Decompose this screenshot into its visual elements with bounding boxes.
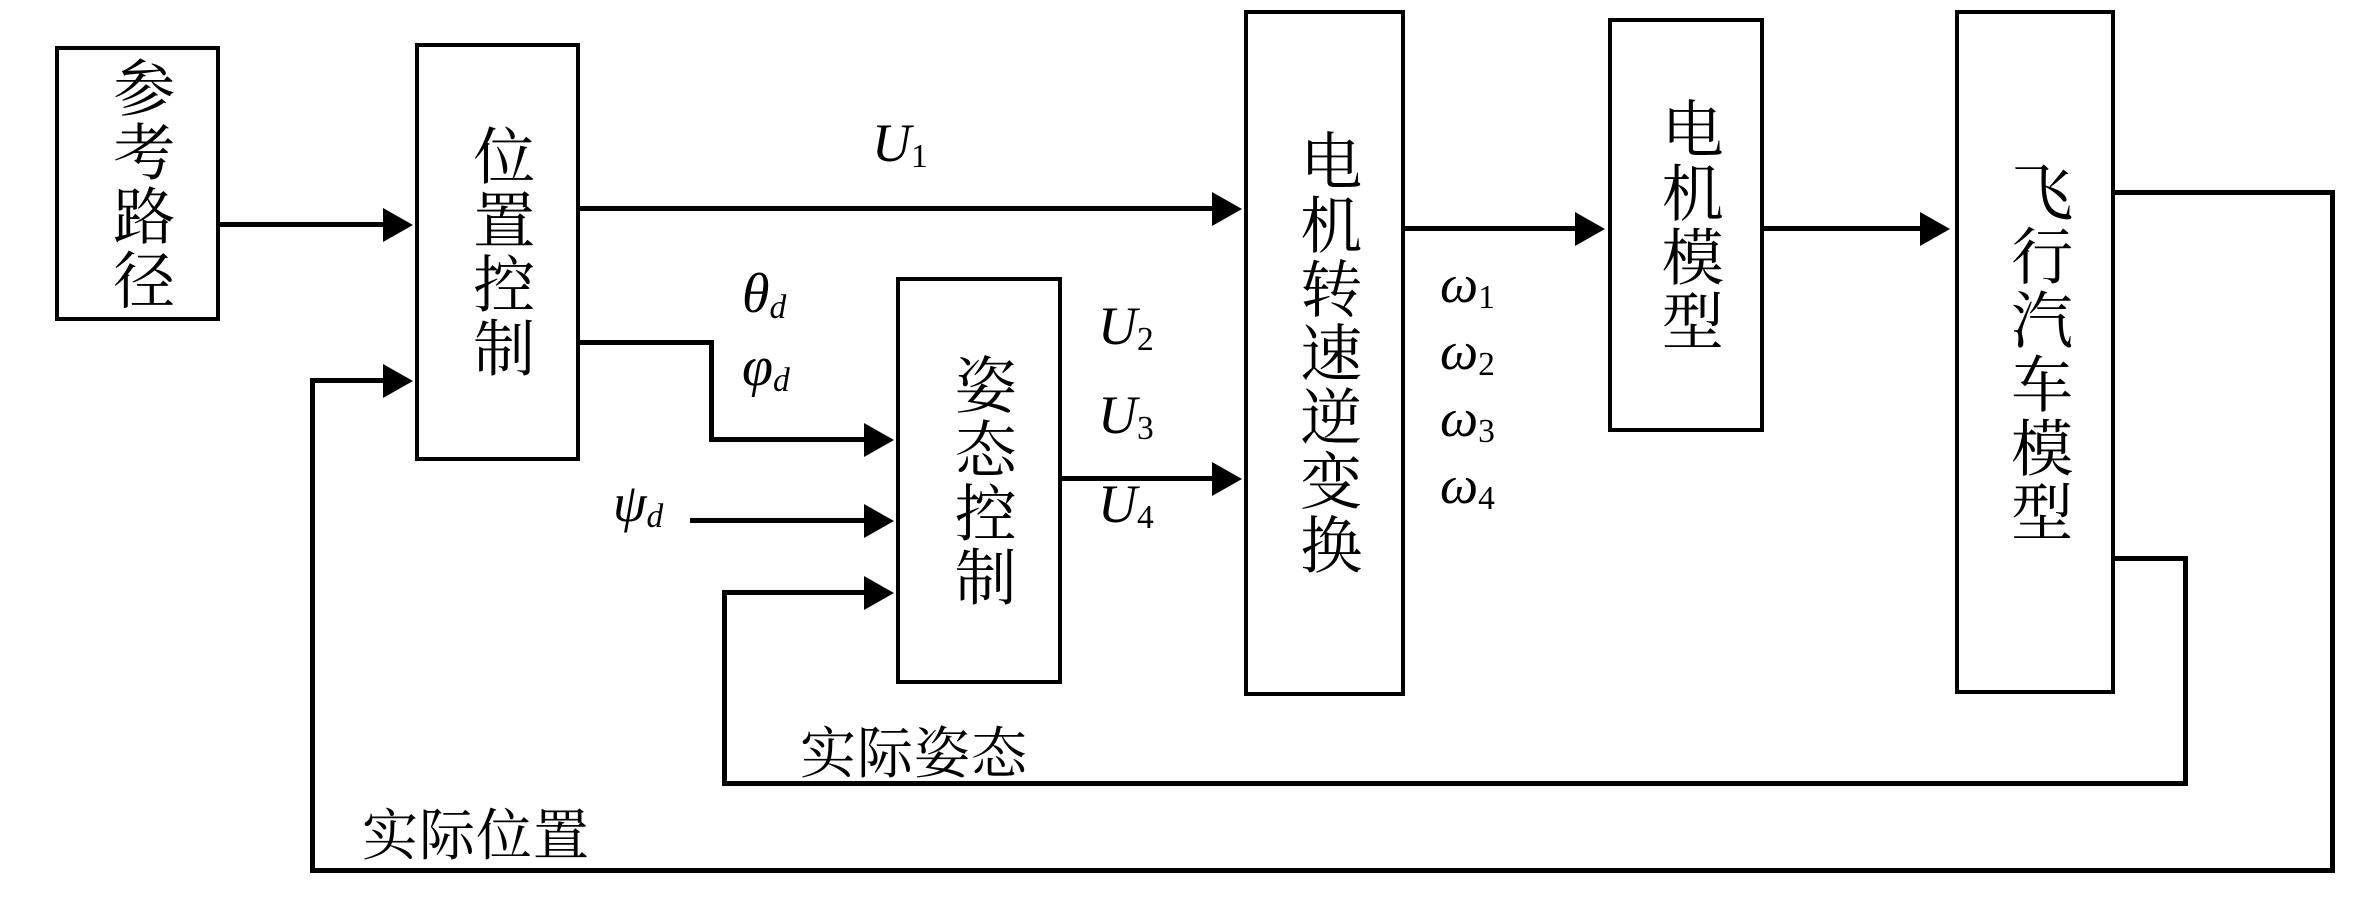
block-flying-car-model-label: 飞行汽车模型 [2001,160,2070,544]
arrowhead-attitude-feedback [864,576,894,610]
block-motor-model [1608,18,1764,432]
label-actual-attitude: 实际姿态 [800,724,1028,786]
arrowhead-thetaphi [864,423,894,457]
block-motor-speed-inverse-label: 电机转速逆变换 [1290,129,1359,577]
wire-position-feedback-right [2330,190,2335,873]
signal-label-omega2: $\omega_2$ [1440,320,1495,383]
wire-thetaphi-seg2 [709,340,714,442]
block-reference-path [55,46,220,321]
signal-label-u4: $U_4$ [1098,474,1154,537]
arrowhead-reference-to-position [383,208,413,242]
arrowhead-position-feedback [383,364,413,398]
wire-attitude-feedback-in [722,590,867,595]
wire-u1 [580,206,1215,211]
block-position-control [415,43,580,461]
arrowhead-u234 [1212,462,1242,496]
arrowhead-omega [1575,212,1605,246]
wire-attitude-feedback-from-model [2113,556,2186,561]
wire-position-feedback-from-model [2113,190,2335,195]
label-actual-position: 实际位置 [362,806,590,868]
signal-label-theta-phi-d [742,258,790,404]
block-flying-car-model [1955,10,2115,694]
signal-label-u1: $U_1$ [872,113,928,176]
arrowhead-motor-to-car [1920,212,1950,246]
block-attitude-control-label: 姿态控制 [945,352,1014,609]
wire-position-feedback-left [310,378,315,870]
arrowhead-psid [864,504,894,538]
wire-position-feedback-in [310,378,385,383]
wire-thetaphi-seg3 [709,437,867,442]
wire-omega [1405,226,1577,231]
signal-label-omega1: $\omega_1$ [1440,254,1495,317]
signal-label-psi-d: ψd [613,473,664,536]
signal-label-phi-d: φd [742,335,790,399]
block-position-control-label: 位置控制 [463,124,532,380]
wire-thetaphi-seg1 [580,340,714,345]
wire-position-feedback-bottom [310,868,2335,873]
block-reference-path-label: 参考路径 [103,55,172,312]
signal-label-omega3: $\omega_3$ [1440,387,1495,450]
signal-label-u3: $U_3$ [1098,385,1154,448]
wire-attitude-feedback-up [722,590,727,785]
signal-label-u234 [1098,282,1154,549]
wire-motor-to-car [1764,226,1922,231]
signal-label-omega-set [1440,252,1495,519]
wire-attitude-feedback-right [2183,556,2188,784]
wire-reference-to-position [220,222,385,227]
block-motor-speed-inverse [1244,10,1405,696]
arrowhead-u1 [1212,192,1242,226]
block-attitude-control [896,277,1062,684]
signal-label-omega4: $\omega_4$ [1440,454,1495,517]
signal-label-u2: $U_2$ [1098,296,1154,359]
block-motor-model-label: 电机模型 [1652,97,1721,353]
wire-psid [690,518,867,523]
signal-label-theta-d: θd [742,263,787,327]
